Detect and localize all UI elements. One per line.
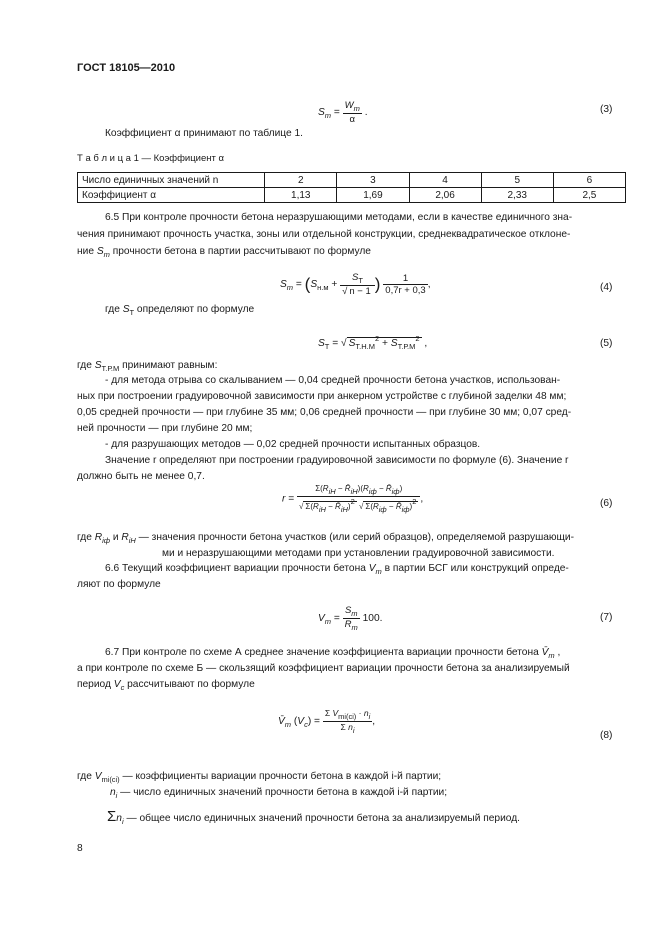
p67-line3: период $V_c$ рассчитывают по формуле bbox=[77, 679, 255, 692]
page-number: 8 bbox=[77, 843, 83, 854]
rif-line2: ми и неразрушающими методами при установлении градуировочной зависимости. bbox=[162, 548, 555, 559]
table-cell: 3 bbox=[337, 173, 409, 188]
p65-line2: чения принимают прочность участка, зоны или отдельной конструкции, среднеквадратическое отклоне- bbox=[77, 229, 571, 240]
table-row bbox=[78, 188, 626, 203]
document-header: ГОСТ 18105—2010 bbox=[77, 62, 176, 74]
formula-4: $S_m = (S_{н.м}$ + $\frac{S_Т}{√ n - 1}$ ) $\frac{1}{0,7r + 0,3}$ , bbox=[280, 272, 431, 297]
formula-7: $V_m$ = $\frac{S_m}{R_m}$ 100. bbox=[318, 605, 383, 632]
st-paragraph: где $S_Т$ определяют по формуле bbox=[105, 304, 255, 317]
stpm-line8: должно быть не менее 0,7. bbox=[77, 471, 205, 482]
stpm-line2: - для метода отрыва со скалыванием — 0,04 средней прочности бетона участков, использован- bbox=[105, 375, 561, 386]
p65-line3: ние $S_m$ прочности бетона в партии рассчитывают по формуле bbox=[77, 246, 371, 259]
table-cell: 2,33 bbox=[481, 188, 553, 203]
table-cell: 2,5 bbox=[553, 188, 625, 203]
def-vmi: где $V_{mi(ci)}$ — коэффициенты вариации прочности бетона в каждой i-й партии; bbox=[77, 771, 442, 784]
equation-number-6: (6) bbox=[600, 498, 613, 509]
equation-number-4: (4) bbox=[600, 282, 613, 293]
table-cell: 2 bbox=[265, 173, 337, 188]
def-sum-ni: $\Sigma n_i$ — общее число единичных значений прочности бетона за анализируемый период. bbox=[107, 808, 520, 826]
equation-number-5: (5) bbox=[600, 338, 613, 349]
p67-line1: 6.7 При контроле по схеме А среднее значение коэффициента вариации прочности бетона $V̄_m$ , bbox=[105, 647, 561, 660]
table-cell: 2,06 bbox=[409, 188, 481, 203]
equation-number-7: (7) bbox=[600, 612, 613, 623]
formula-5: $S_Т$ = √ $S_{Т.Н.М}^2 + S_{Т.Р.М}^2$ , bbox=[318, 334, 428, 351]
table-cell: Число единичных значений n bbox=[78, 173, 265, 188]
formula-3: $S_m$ = $\frac{W_m}{\alpha}$ . bbox=[318, 100, 368, 125]
table-cell: Коэффициент α bbox=[78, 188, 265, 203]
table-caption: Т а б л и ц а 1 — Коэффициент α bbox=[77, 153, 225, 164]
stpm-line4: 0,05 средней прочности — при глубине 35 мм; 0,06 средней прочности — при глубине 30 мм; 0,07 сред- bbox=[77, 407, 572, 418]
equation-number-3: (3) bbox=[600, 104, 613, 115]
p67-line2: а при контроле по схеме Б — скользящий коэффициент вариации прочности бетона за анализируемый bbox=[77, 663, 570, 674]
table-cell: 1,13 bbox=[265, 188, 337, 203]
stpm-line6: - для разрушающих методов — 0,02 средней прочности испытанных образцов. bbox=[105, 439, 481, 450]
stpm-line5: ней прочности — при глубине 20 мм; bbox=[77, 423, 253, 434]
table-cell: 6 bbox=[553, 173, 625, 188]
table-cell: 4 bbox=[409, 173, 481, 188]
formula-6: r = $\frac{\text{Σ(RiH − R̄iH)(Riф − R̄iф)}}{\text{√ Σ(RiH − R̄iH)2 √ Σ(Riф − R̄iф)2}}$ , bbox=[282, 484, 424, 514]
formula-8: $V̄_m$ $(V_c)$ = $\frac{\text{Σ Vmi(ci) · ni}}{\text{Σ ni}}$ , bbox=[278, 708, 376, 735]
table-cell: 1,69 bbox=[337, 188, 409, 203]
rif-line1: где $R_{iф}$ и $R_{iH}$ — значения прочности бетона участков (или серий образцов), определяемой разрушающи- bbox=[77, 532, 575, 545]
p66-line2: ляют по формуле bbox=[77, 579, 161, 590]
coefficient-table bbox=[77, 172, 626, 203]
alpha-paragraph: Коэффициент α принимают по таблице 1. bbox=[105, 128, 304, 139]
p66-line1: 6.6 Текущий коэффициент вариации прочности бетона $V_m$ в партии БСГ или конструкций опреде- bbox=[105, 563, 569, 576]
p65-line1: 6.5 При контроле прочности бетона неразрушающими методами, если в качестве единичного зна- bbox=[105, 212, 573, 223]
table-row bbox=[78, 173, 626, 188]
stpm-line3: ных при построении градуировочной зависимости при анкерном устройстве с глубиной заделки 48 мм; bbox=[77, 391, 567, 402]
def-ni: $n_i$ — число единичных значений прочности бетона в каждой i-й партии; bbox=[110, 787, 448, 800]
stpm-line1: где $S_{Т.Р.М}$ принимают равным: bbox=[77, 360, 218, 373]
stpm-line7: Значение r определяют при построении градуировочной зависимости по формуле (6). Значение r bbox=[105, 455, 569, 466]
table-cell: 5 bbox=[481, 173, 553, 188]
equation-number-8: (8) bbox=[600, 730, 613, 741]
